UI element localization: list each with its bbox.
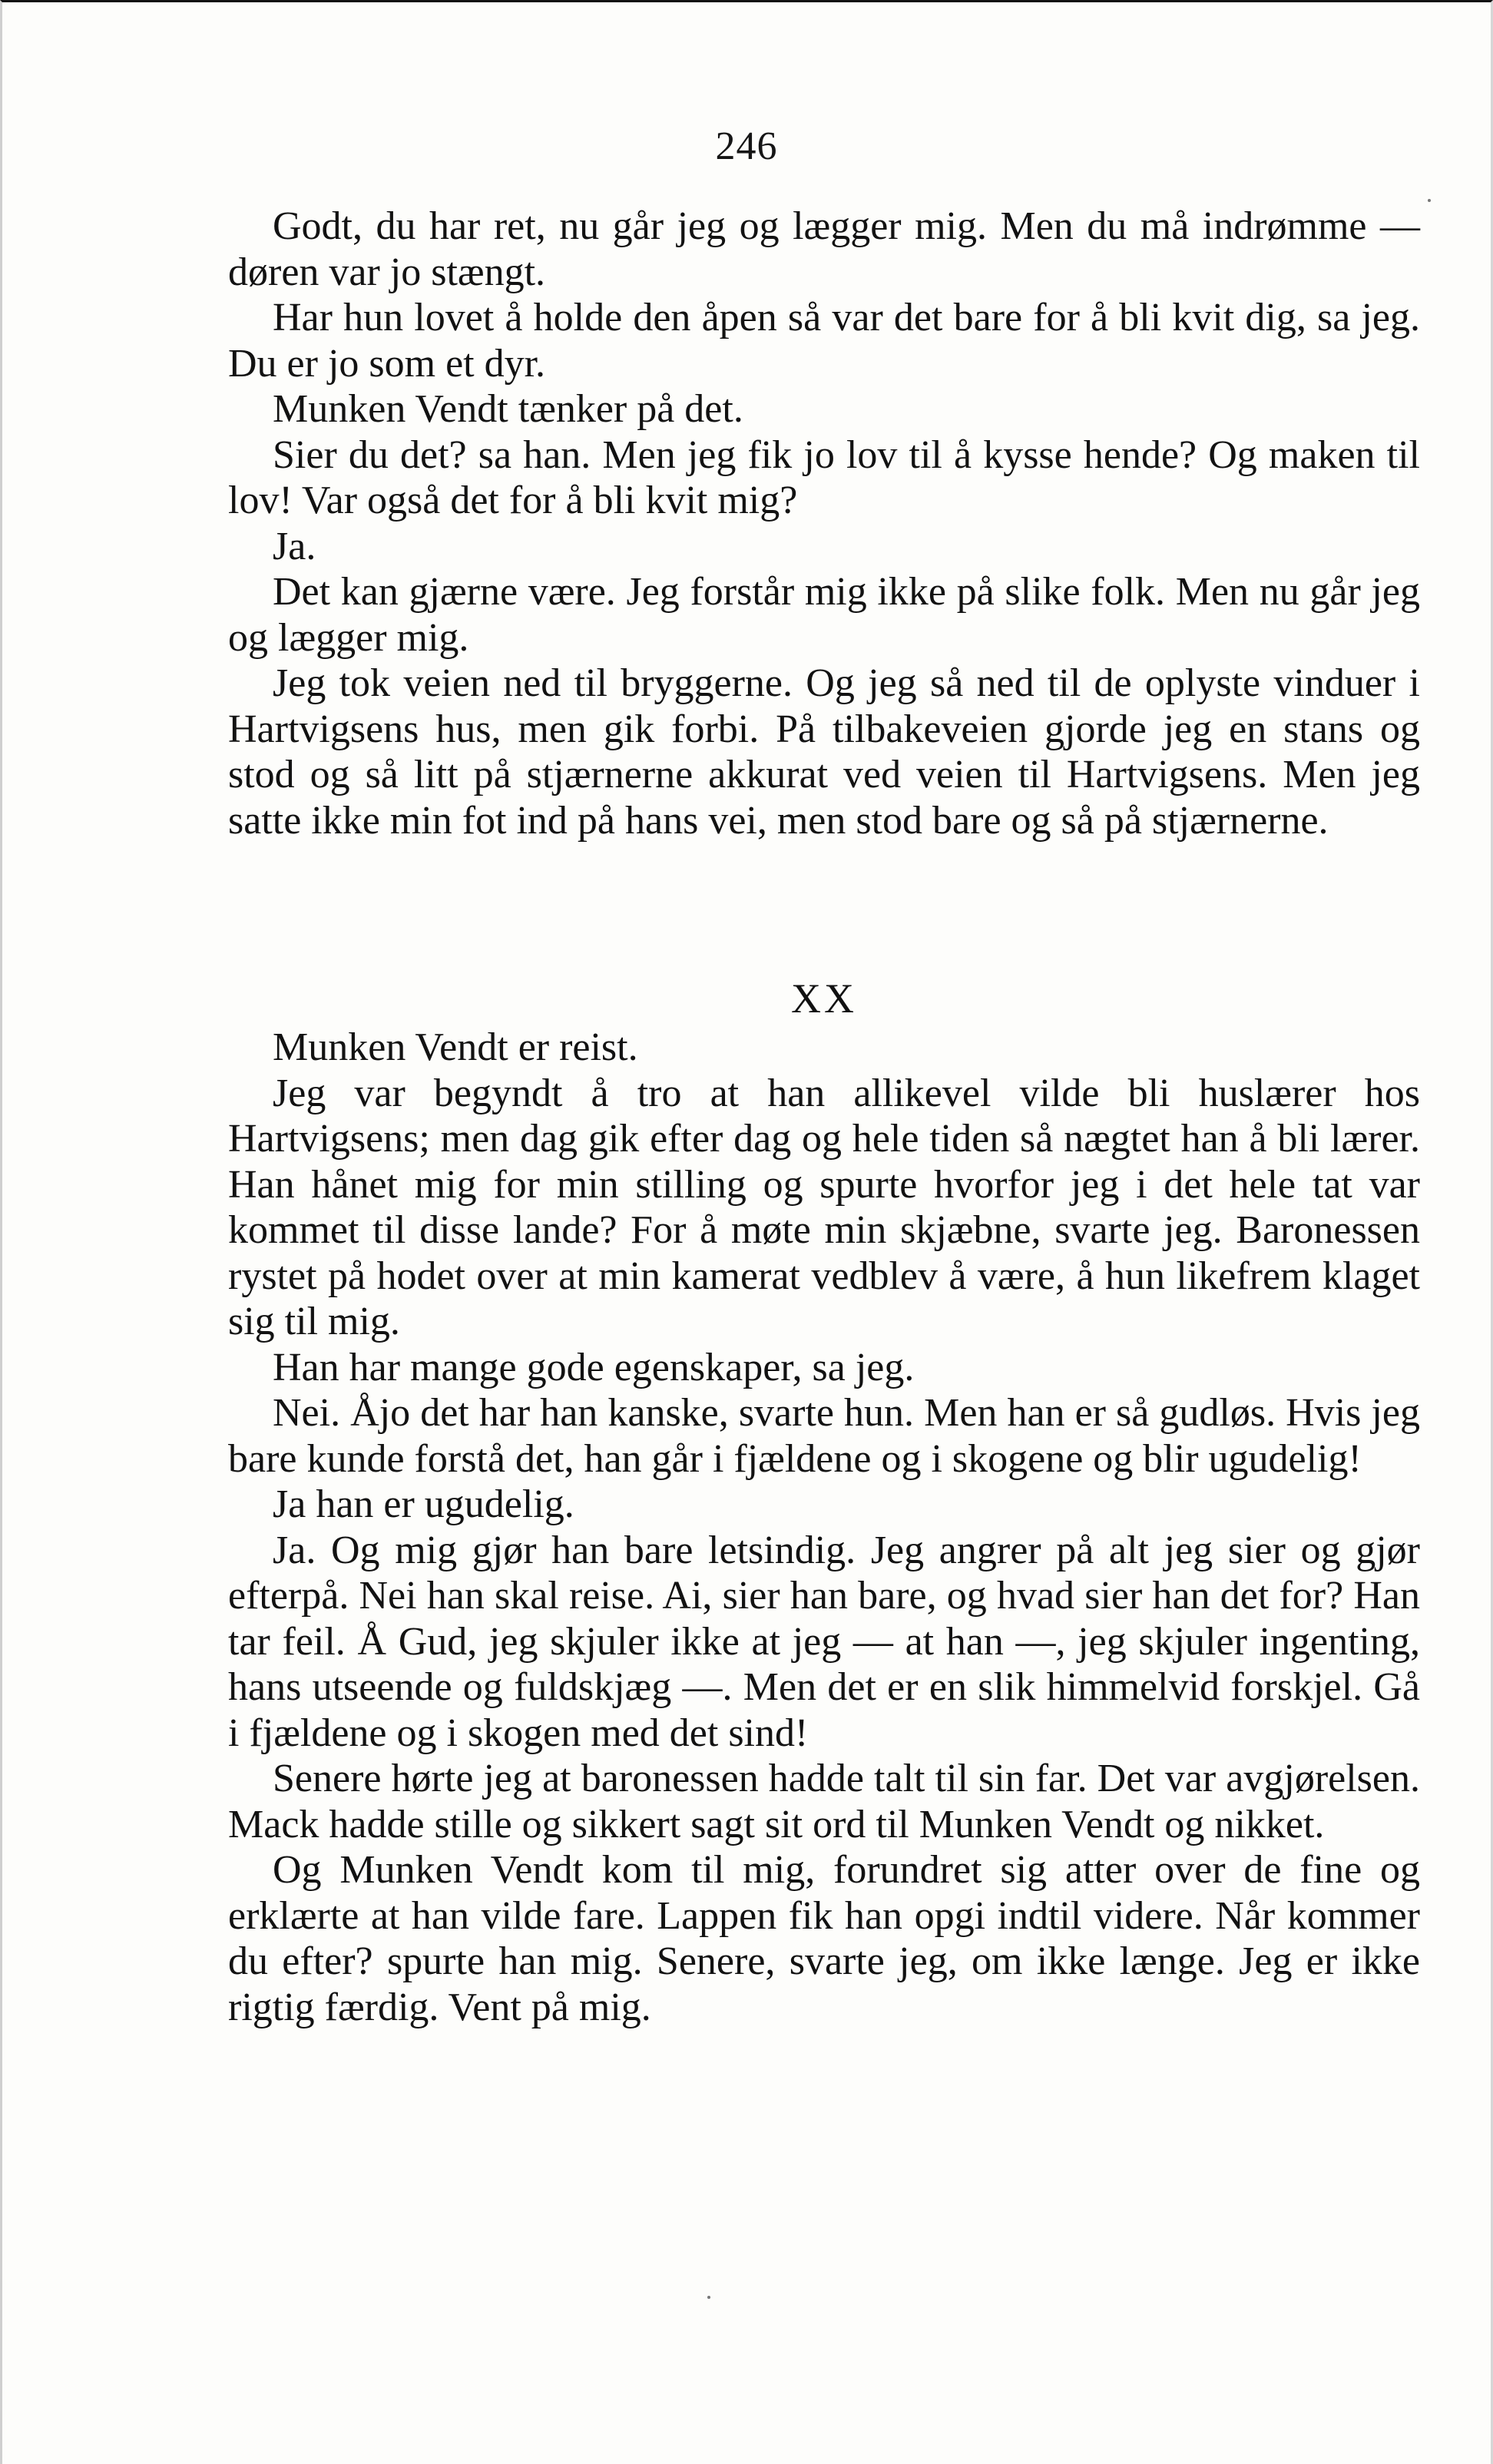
paragraph: Ja. Og mig gjør han bare letsindig. Jeg angrer på alt jeg sier og gjør efterpå. Nei han skal reise. Ai, sier han bare, og hvad sier han det for? Han tar feil. Å Gud, jeg skjuler ikke at jeg — at han —, jeg skjuler ingenting, hans utseende og fuldskjæg —. Men det er en slik himmelvid forskjel. Gå i fjældene og i skogen med det sind! <box>228 1528 1420 1755</box>
paragraph: Sier du det? sa han. Men jeg fik jo lov til å kysse hende? Og maken til lov! Var også det for å bli kvit mig? <box>228 432 1420 522</box>
paragraph: Det kan gjærne være. Jeg forstår mig ikke på slike folk. Men nu går jeg og lægger mig. <box>228 570 1420 660</box>
paragraph: Jeg tok veien ned til bryggerne. Og jeg så ned til de oplyste vinduer i Hartvigsens hus, men gik forbi. På tilbakeveien gjorde jeg en stans og stod og så litt på stjærnerne akkurat ved veien til Hartvigsens. Men jeg satte ikke min fot ind på hans vei, men stod bare og så på stjærnerne. <box>228 661 1420 843</box>
paper-speck <box>707 2296 710 2299</box>
paragraph: Senere hørte jeg at baronessen hadde talt til sin far. Det var avgjørelsen. Mack hadde stille og sikkert sagt sit ord til Munken Vendt og nikket. <box>228 1757 1420 1846</box>
paragraph: Ja han er ugudelig. <box>273 1482 574 1526</box>
paragraph: Han har mange gode egenskaper, sa jeg. <box>273 1345 915 1389</box>
text-section-before-chapter <box>228 204 1420 843</box>
paper-speck <box>1428 199 1431 202</box>
text-section-after-chapter <box>228 1025 1420 2030</box>
paragraph: Har hun lovet å holde den åpen så var det bare for å bli kvit dig, sa jeg. Du er jo som et dyr. <box>228 296 1420 386</box>
paragraph: Og Munken Vendt kom til mig, forundret sig atter over de fine og erklærte at han vilde fare. Lappen fik han opgi indtil videre. Når kommer du efter? spurte han mig. Senere, svarte jeg, om ikke længe. Jeg er ikke rigtig færdig. Vent på mig. <box>228 1848 1420 2029</box>
page-number: 246 <box>715 124 778 168</box>
paragraph: Munken Vendt tænker på det. <box>273 387 743 431</box>
paragraph: Godt, du har ret, nu går jeg og lægger mig. Men du må indrømme — døren var jo stængt. <box>228 204 1420 294</box>
paragraph: Jeg var begyndt å tro at han allikevel vilde bli huslærer hos Hartvigsens; men dag gik efter dag og hele tiden så nægtet han å bli lærer. Han hånet mig for min stilling og spurte hvorfor jeg i det hele tat var kommet til disse lande? For å møte min skjæbne, svarte jeg. Baronessen rystet på hodet over at min kamerat vedblev å være, å hun likefrem klaget sig til mig. <box>228 1071 1420 1343</box>
paragraph: Ja. <box>273 524 316 568</box>
paragraph: Nei. Åjo det har han kanske, svarte hun. Men han er så gudløs. Hvis jeg bare kunde forstå det, han går i fjældene og i skogene og blir ugudelig! <box>228 1391 1420 1481</box>
chapter-heading: XX <box>791 975 857 1022</box>
paragraph: Munken Vendt er reist. <box>273 1025 638 1069</box>
